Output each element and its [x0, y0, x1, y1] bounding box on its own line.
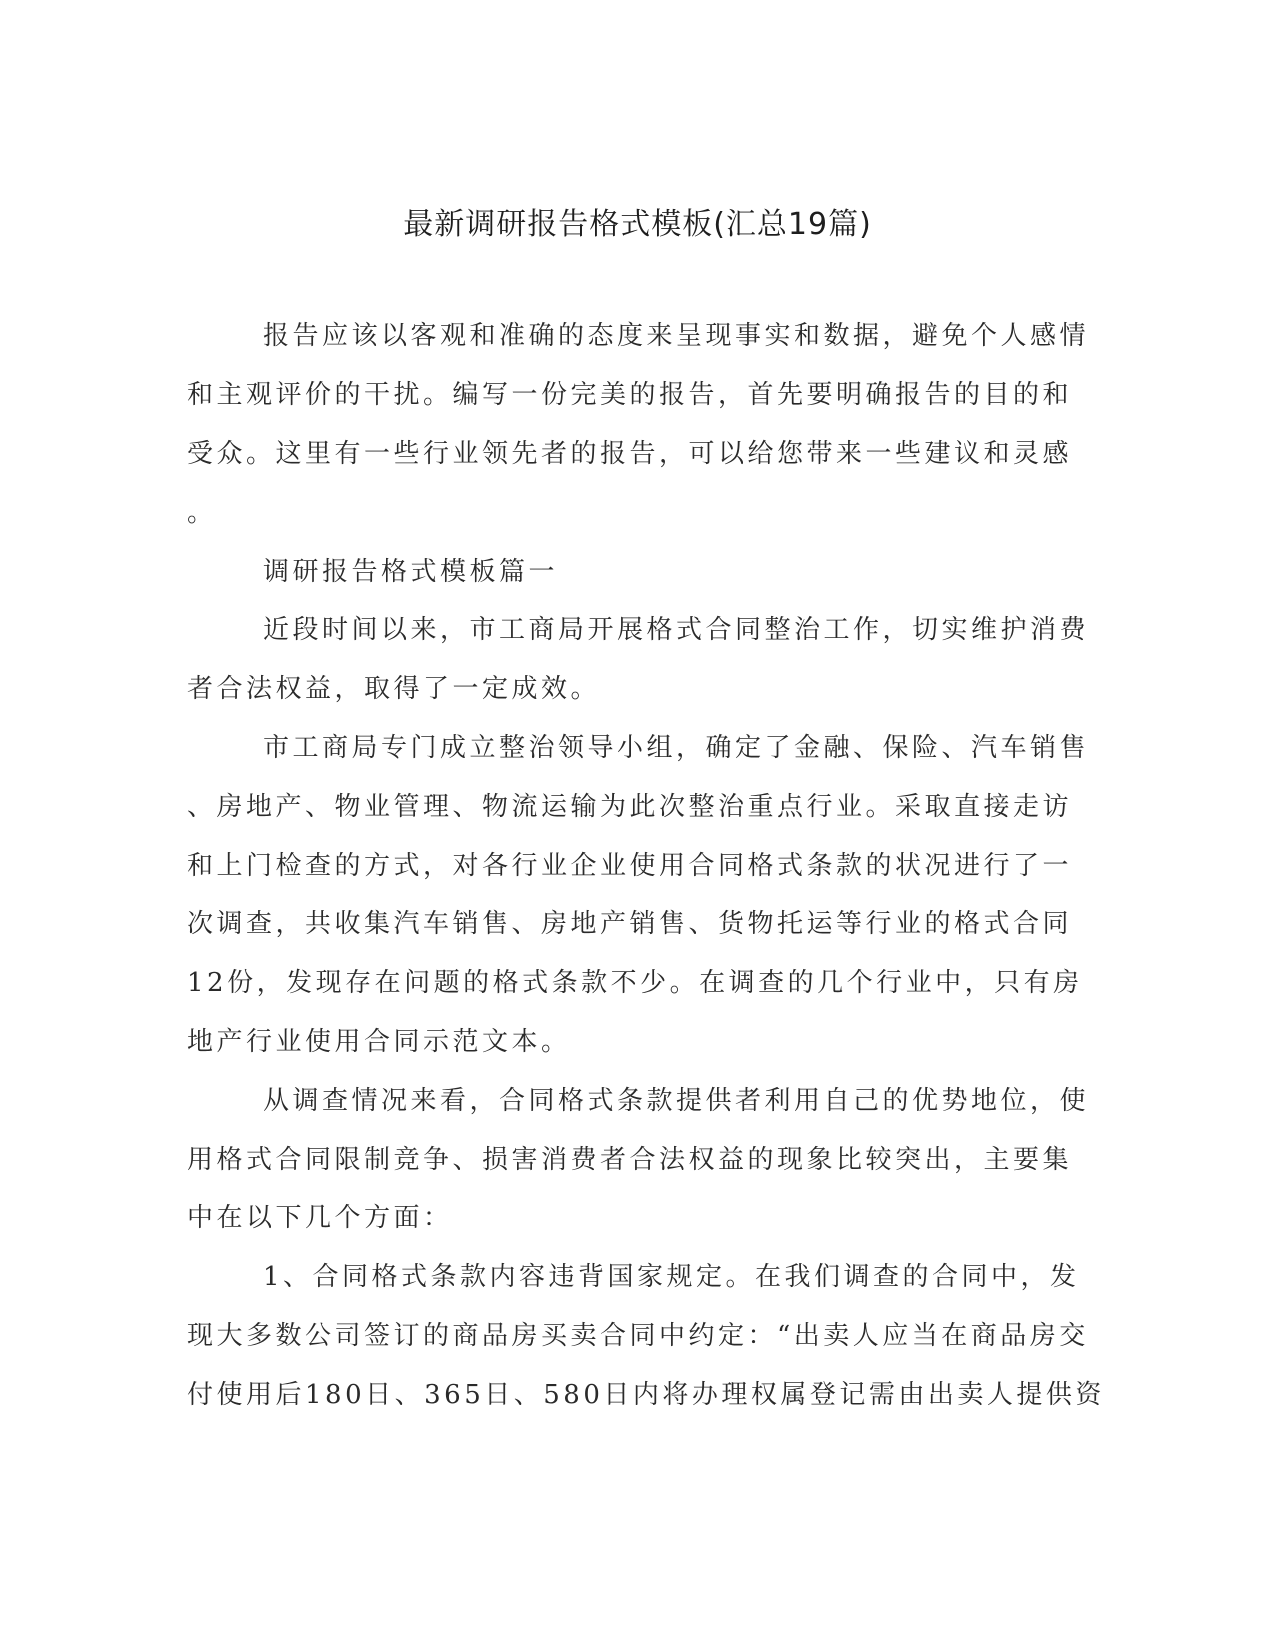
body-text-line: 1、合同格式条款内容违背国家规定。在我们调查的合同中，发	[263, 1262, 1080, 1292]
body-text-line: 付使用后180日、365日、580日内将办理权属登记需由出卖人提供资	[187, 1380, 1105, 1410]
body-text-line: 市工商局专门成立整治领导小组，确定了金融、保险、汽车销售	[263, 733, 1090, 763]
body-text-line: 中在以下几个方面：	[187, 1203, 453, 1233]
body-text-line: 和上门检查的方式，对各行业企业使用合同格式条款的状况进行了一	[187, 851, 1073, 881]
document-title: 最新调研报告格式模板(汇总19篇)	[403, 207, 872, 242]
body-text-line: 。	[187, 498, 217, 528]
body-text-line: 、房地产、物业管理、物流运输为此次整治重点行业。采取直接走访	[187, 792, 1073, 822]
body-text-line: 次调查，共收集汽车销售、房地产销售、货物托运等行业的格式合同	[187, 909, 1073, 939]
body-text-line: 者合法权益，取得了一定成效。	[187, 674, 601, 704]
section-heading: 调研报告格式模板篇一	[263, 557, 559, 587]
body-text-line: 现大多数公司签订的商品房买卖合同中约定：“出卖人应当在商品房交	[187, 1321, 1089, 1351]
body-text-line: 和主观评价的干扰。编写一份完美的报告，首先要明确报告的目的和	[187, 380, 1073, 410]
body-text-line: 从调查情况来看，合同格式条款提供者利用自己的优势地位，使	[263, 1086, 1090, 1116]
body-text-line: 受众。这里有一些行业领先者的报告，可以给您带来一些建议和灵感	[187, 439, 1073, 469]
body-text-line: 近段时间以来，市工商局开展格式合同整治工作，切实维护消费	[263, 615, 1090, 645]
body-text-line: 报告应该以客观和准确的态度来呈现事实和数据，避免个人感情	[263, 321, 1090, 351]
body-text-line: 用格式合同限制竞争、损害消费者合法权益的现象比较突出，主要集	[187, 1145, 1073, 1175]
body-text-line: 地产行业使用合同示范文本。	[187, 1027, 571, 1057]
body-text-line: 12份，发现存在问题的格式条款不少。在调查的几个行业中，只有房	[187, 968, 1083, 998]
